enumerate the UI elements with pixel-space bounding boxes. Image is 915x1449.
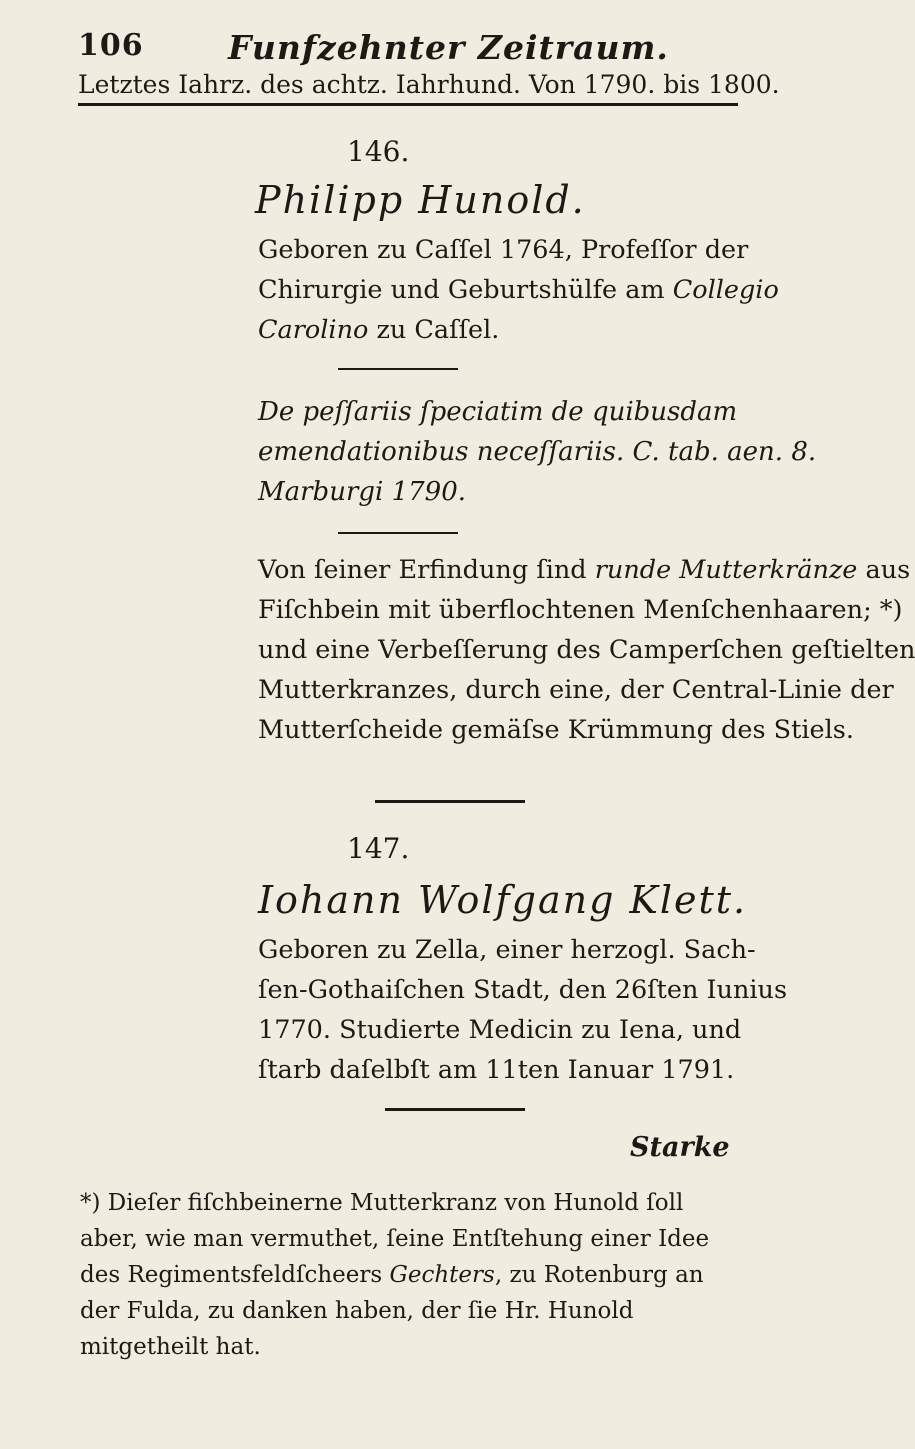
- entry-divider: [385, 1108, 525, 1111]
- italic-text: Gechters: [389, 1262, 495, 1288]
- text-line: aber, wie man vermuthet, ſeine Entſtehung einer Idee: [80, 1226, 710, 1252]
- text-line: *) Dieſer fiſchbeinerne Mutterkranz von Hunold ſoll: [80, 1190, 684, 1216]
- text-line: Mutterkranzes, durch eine, der Central-Linie der: [258, 675, 894, 705]
- text-line: ſen-Gothaiſchen Stadt, den 26ſten Iunius: [258, 975, 788, 1005]
- entry-number: 147.: [347, 832, 410, 865]
- text-line: Geboren zu Zella, einer herzogl. Sach-: [258, 935, 756, 965]
- entry-number: 146.: [347, 135, 410, 168]
- entry-divider: [375, 800, 525, 803]
- entry-note: [258, 550, 915, 750]
- text-line: Carolino zu Caſſel.: [258, 315, 500, 345]
- work-title: [258, 392, 816, 512]
- footnote: [80, 1185, 709, 1365]
- italic-text: Collegio: [672, 275, 779, 305]
- text-line: Von ſeiner Erfindung ſind runde Mutterkränze aus: [258, 555, 911, 585]
- section-divider: [338, 368, 458, 370]
- text-line: 1770. Studierte Medicin zu Iena, und: [258, 1015, 742, 1045]
- text-line: mitgetheilt hat.: [80, 1334, 261, 1360]
- entry-name: Philipp Hunold.: [255, 178, 586, 222]
- italic-text: runde Mutterkränze: [594, 555, 858, 585]
- text-line: Mutterſcheide gemäſse Krümmung des Stiels.: [258, 715, 854, 745]
- running-header: [78, 28, 738, 68]
- running-subtitle: Letztes Iahrz. des achtz. Iahrhund. Von 1790. bis 1800.: [78, 70, 780, 99]
- text-line: Fiſchbein mit überflochtenen Menſchenhaaren; *): [258, 595, 903, 625]
- header-rule: [78, 103, 738, 106]
- section-divider: [338, 532, 458, 534]
- running-title: Funfzehnter Zeitraum.: [228, 28, 669, 67]
- text-line: emendationibus neceſſariis. C. tab. aen. 8.: [258, 437, 817, 467]
- text-line: der Fulda, zu danken haben, der ſie Hr. Hunold: [80, 1298, 634, 1324]
- text-line: De peſſariis ſpeciatim de quibusdam: [258, 397, 738, 427]
- text-line: Geboren zu Caſſel 1764, Profeſſor der: [258, 235, 749, 265]
- text-line: und eine Verbeſſerung des Camperſchen geſtielten: [258, 635, 915, 665]
- entry-bio: [258, 230, 779, 350]
- text-line: ſtarb daſelbſt am 11ten Ianuar 1791.: [258, 1055, 735, 1085]
- italic-text: Carolino: [258, 315, 369, 345]
- text-line: des Regimentsfeldſcheers Gechters, zu Rotenburg an: [80, 1262, 704, 1288]
- entry-bio: [258, 930, 787, 1090]
- text-line: Chirurgie und Geburtshülfe am Collegio: [258, 275, 779, 305]
- entry-name: Iohann Wolfgang Klett.: [258, 878, 748, 922]
- page-number: 106: [78, 28, 144, 63]
- text-line: Marburgi 1790.: [258, 477, 467, 507]
- catchword: Starke: [630, 1132, 730, 1163]
